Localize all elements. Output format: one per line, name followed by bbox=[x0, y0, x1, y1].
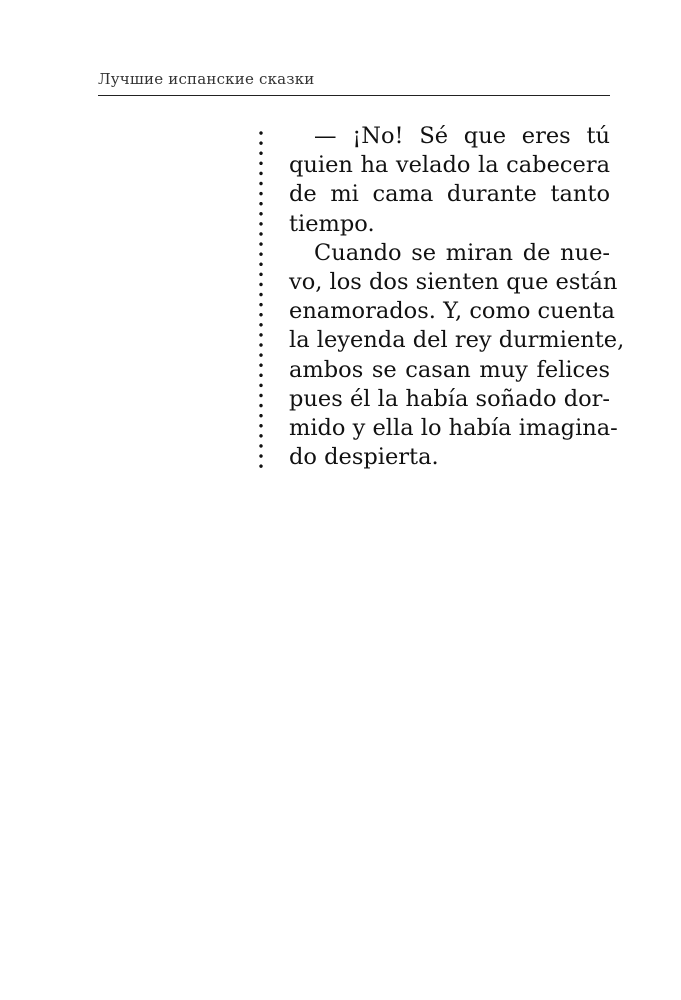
header-rule bbox=[98, 95, 610, 96]
text-line: tiempo. bbox=[289, 210, 375, 237]
running-head: Лучшие испанские сказки bbox=[98, 70, 315, 88]
text-line: la leyenda del rey durmiente, bbox=[289, 327, 625, 354]
text-line: ambos se casan muy felices bbox=[289, 356, 610, 383]
text-line: enamorados. Y, como cuenta bbox=[289, 298, 615, 325]
text-line: Cuando se miran de nue- bbox=[314, 239, 610, 266]
text-line: pues él la había soñado dor- bbox=[289, 385, 610, 412]
text-line: mido y ella lo había imagina- bbox=[289, 415, 618, 442]
text-line: de mi cama durante tanto bbox=[289, 181, 610, 208]
text-line: vo, los dos sienten que están bbox=[289, 269, 618, 296]
text-line: — ¡No! Sé que eres tú bbox=[314, 123, 610, 149]
dotted-margin-rule bbox=[259, 128, 263, 472]
text-line: quien ha velado la cabecera bbox=[289, 152, 610, 179]
paragraph-1 bbox=[289, 122, 610, 239]
paragraph-2 bbox=[289, 239, 625, 473]
text-line: do despierta. bbox=[289, 444, 439, 471]
body-text bbox=[289, 122, 625, 472]
